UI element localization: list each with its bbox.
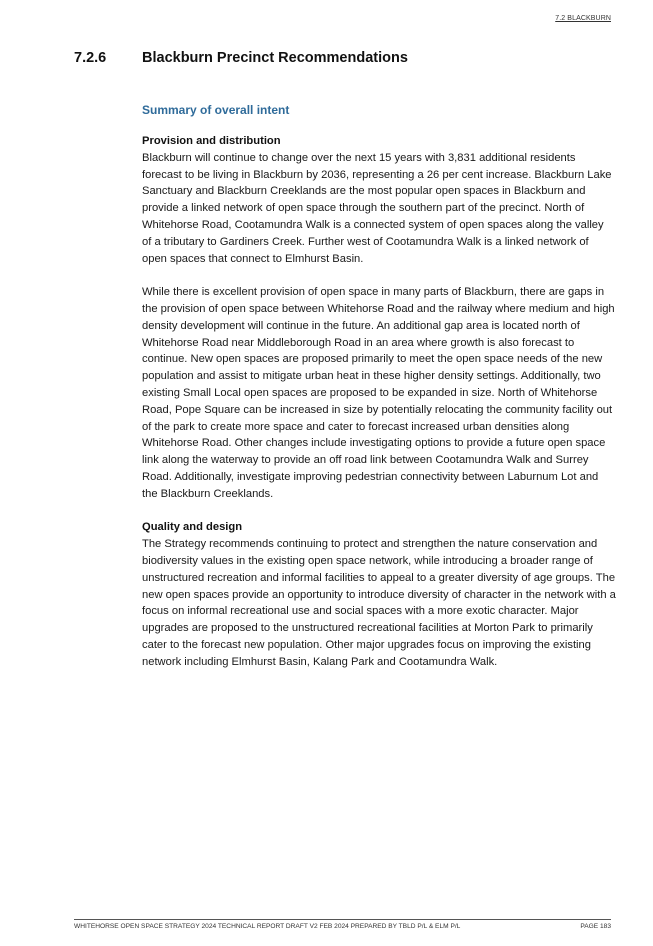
footer-divider [74, 919, 611, 920]
main-content [142, 103, 616, 671]
footer-page-number: PAGE 183 [580, 923, 611, 930]
summary-title: Summary of overall intent [142, 103, 290, 117]
provision-paragraph-2: While there is excellent provision of open space in many parts of Blackburn, there are gaps in the provision of open space between Whitehorse Road and the railway where medium and high density development will continue in the future. An additional gap area is located north of Whitehorse Road near Middleborough Road in an area where growth is also forecast to continue. New open spaces are proposed primarily to meet the open space needs of the new population and assist to mitigate urban heat in these higher density settings. Additionally, two existing Small Local open spaces are proposed to be expanded in size. North of Whitehorse Road, Pope Square can be increased in size by potentially relocating the community facility out of the park to create more space and cater to forecast increased urban densities along Whitehorse Road. Other changes include investigating options to provide a future open space link along the waterway to provide an off road link between Cootamundra Walk and Surrey Road. Additionally, investigate improving pedestrian connectivity between Laburnum Lot and the Blackburn Creeklands. [142, 286, 615, 500]
section-title: Blackburn Precinct Recommendations [142, 50, 408, 66]
footer-document-info: WHITEHORSE OPEN SPACE STRATEGY 2024 TECHNICAL REPORT DRAFT V2 FEB 2024 PREPARED BY TBLD P/L & ELM P/L [74, 923, 461, 930]
provision-paragraph-1: Blackburn will continue to change over the next 15 years with 3,831 additional residents forecast to be living in Blackburn by 2036, representing a 26 per cent increase. Blackburn Lake Sanctuary and Blackburn Creeklands are the most popular open spaces in Blackburn and provide a linked network of open space through the southern part of the precinct. North of Whitehorse Road, Cootamundra Walk is a connected system of open spaces along the valley of a tributary to Gardiners Creek. Further west of Cootamundra Walk is a linked network of open spaces that connect to Elmhurst Basin. [142, 151, 612, 265]
quality-paragraph-1: The Strategy recommends continuing to protect and strengthen the nature conservation and biodiversity values in the existing open space network, while introducing a broader range of unstructured recreation and informal facilities to appeal to a greater diversity of age groups. The new open spaces provide an opportunity to introduce diversity of character in the network with a focus on informal recreational use and social spaces with a more exotic character. Major upgrades are proposed to the unstructured recreational facilities at Morton Park to primarily cater to the forecast new population. Other major upgrades focus on improving the existing network including Elmhurst Basin, Kalang Park and Cootamundra Walk. [142, 538, 616, 668]
section-heading [74, 50, 408, 66]
provision-heading: Provision and distribution [142, 135, 281, 147]
paragraph-gap [142, 503, 616, 520]
running-header: 7.2 BLACKBURN [555, 15, 611, 22]
paragraph-gap [142, 267, 616, 284]
page-footer [74, 923, 611, 930]
quality-heading: Quality and design [142, 521, 243, 534]
section-number: 7.2.6 [74, 50, 107, 66]
